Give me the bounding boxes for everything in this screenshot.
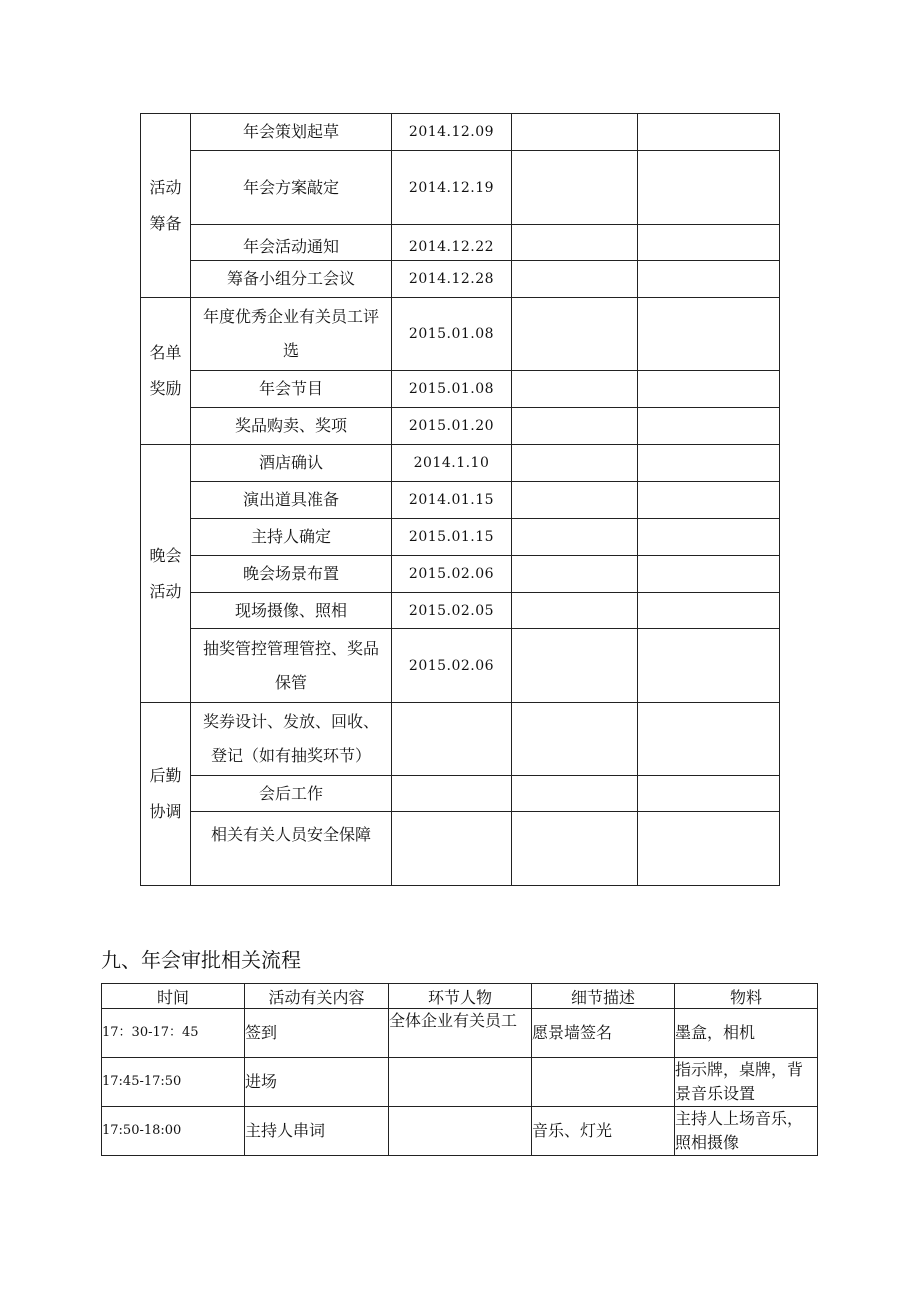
detail-cell <box>532 1058 675 1107</box>
table-row <box>141 812 780 886</box>
material-cell: 墨盒，相机 <box>675 1009 818 1058</box>
flow-table <box>101 983 818 1156</box>
empty-cell <box>512 408 638 445</box>
empty-cell <box>512 703 638 776</box>
empty-cell <box>512 371 638 408</box>
detail-cell: 音乐、灯光 <box>532 1107 675 1156</box>
empty-cell <box>638 114 780 151</box>
task-cell: 会后工作 <box>191 776 392 812</box>
empty-cell <box>512 298 638 371</box>
empty-cell <box>512 629 638 703</box>
table-row <box>141 703 780 776</box>
empty-cell <box>638 445 780 482</box>
date-cell: 2015.01.20 <box>392 408 512 445</box>
table-row <box>141 776 780 812</box>
empty-cell <box>512 225 638 261</box>
date-cell: 2015.02.06 <box>392 629 512 703</box>
empty-cell <box>638 482 780 519</box>
date-cell: 2014.12.22 <box>392 225 512 261</box>
empty-cell <box>638 812 780 886</box>
empty-cell <box>512 261 638 298</box>
person-cell <box>389 1058 532 1107</box>
table-row <box>141 482 780 519</box>
date-cell: 2014.12.28 <box>392 261 512 298</box>
empty-cell <box>638 629 780 703</box>
schedule-table-wrapper <box>140 113 780 886</box>
empty-cell <box>638 298 780 371</box>
table-row <box>141 371 780 408</box>
phase-cell: 活动筹备 <box>141 114 191 298</box>
column-header: 时间 <box>102 984 245 1009</box>
time-cell: 17:50-18:00 <box>102 1107 245 1156</box>
task-cell: 年度优秀企业有关员工评选 <box>191 298 392 371</box>
empty-cell <box>638 371 780 408</box>
task-cell: 年会策划起草 <box>191 114 392 151</box>
table-row <box>141 114 780 151</box>
material-cell <box>675 1058 818 1107</box>
schedule-table <box>140 113 780 886</box>
date-cell: 2014.12.19 <box>392 151 512 225</box>
column-header: 细节描述 <box>532 984 675 1009</box>
date-cell: 2015.01.08 <box>392 371 512 408</box>
task-cell: 筹备小组分工会议 <box>191 261 392 298</box>
task-cell: 演出道具准备 <box>191 482 392 519</box>
material-cell: 主持人上场音乐，照相摄像 <box>675 1107 818 1156</box>
person-cell: 全体企业有关员工 <box>389 1009 532 1058</box>
empty-cell <box>512 482 638 519</box>
task-cell: 奖品购卖、奖项 <box>191 408 392 445</box>
date-cell <box>392 812 512 886</box>
table-row <box>141 556 780 593</box>
table-row <box>141 261 780 298</box>
task-cell: 现场摄像、照相 <box>191 593 392 629</box>
task-cell: 年会方案敲定 <box>191 151 392 225</box>
task-cell: 年会节目 <box>191 371 392 408</box>
empty-cell <box>638 225 780 261</box>
table-row <box>102 1009 818 1058</box>
content-cell: 主持人串词 <box>245 1107 389 1156</box>
date-cell <box>392 776 512 812</box>
empty-cell <box>512 776 638 812</box>
phase-cell: 晚会活动 <box>141 445 191 703</box>
column-header: 活动有关内容 <box>245 984 389 1009</box>
empty-cell <box>638 556 780 593</box>
task-cell: 酒店确认 <box>191 445 392 482</box>
empty-cell <box>638 519 780 556</box>
empty-cell <box>512 556 638 593</box>
empty-cell <box>512 812 638 886</box>
table-row <box>102 1058 818 1107</box>
empty-cell <box>512 445 638 482</box>
table-row <box>141 445 780 482</box>
task-cell: 主持人确定 <box>191 519 392 556</box>
date-cell: 2015.01.15 <box>392 519 512 556</box>
task-cell: 年会活动通知 <box>191 225 392 261</box>
task-cell: 晚会场景布置 <box>191 556 392 593</box>
flow-table-wrapper <box>101 983 818 1156</box>
material-text: 指示牌，桌牌，背景音乐设置 <box>675 1060 804 1103</box>
content-cell: 签到 <box>245 1009 389 1058</box>
table-row <box>141 225 780 261</box>
column-header: 环节人物 <box>389 984 532 1009</box>
empty-cell <box>512 593 638 629</box>
task-cell: 奖券设计、发放、回收、登记（如有抽奖环节） <box>191 703 392 776</box>
detail-cell: 愿景墙签名 <box>532 1009 675 1058</box>
date-cell: 2014.12.09 <box>392 114 512 151</box>
empty-cell <box>512 151 638 225</box>
empty-cell <box>512 114 638 151</box>
date-cell: 2015.01.08 <box>392 298 512 371</box>
time-cell: 17:45-17:50 <box>102 1058 245 1107</box>
phase-cell: 后勤协调 <box>141 703 191 886</box>
empty-cell <box>638 703 780 776</box>
task-cell: 抽奖管控管理管控、奖品保管 <box>191 629 392 703</box>
table-row <box>141 408 780 445</box>
table-row <box>141 593 780 629</box>
empty-cell <box>638 261 780 298</box>
empty-cell <box>638 151 780 225</box>
phase-cell: 名单奖励 <box>141 298 191 445</box>
date-cell: 2014.1.10 <box>392 445 512 482</box>
empty-cell <box>638 593 780 629</box>
date-cell <box>392 703 512 776</box>
empty-cell <box>512 519 638 556</box>
column-header: 物料 <box>675 984 818 1009</box>
content-cell: 进场 <box>245 1058 389 1107</box>
table-row <box>141 298 780 371</box>
table-row <box>141 519 780 556</box>
table-row <box>141 151 780 225</box>
table-header-row <box>102 984 818 1009</box>
date-cell: 2015.02.06 <box>392 556 512 593</box>
task-cell: 相关有关人员安全保障 <box>191 812 392 886</box>
date-cell: 2014.01.15 <box>392 482 512 519</box>
date-cell: 2015.02.05 <box>392 593 512 629</box>
empty-cell <box>638 408 780 445</box>
time-cell: 17：30-17：45 <box>102 1009 245 1058</box>
table-row <box>141 629 780 703</box>
person-cell <box>389 1107 532 1156</box>
section-heading: 九、年会审批相关流程 <box>101 948 301 972</box>
empty-cell <box>638 776 780 812</box>
table-row <box>102 1107 818 1156</box>
